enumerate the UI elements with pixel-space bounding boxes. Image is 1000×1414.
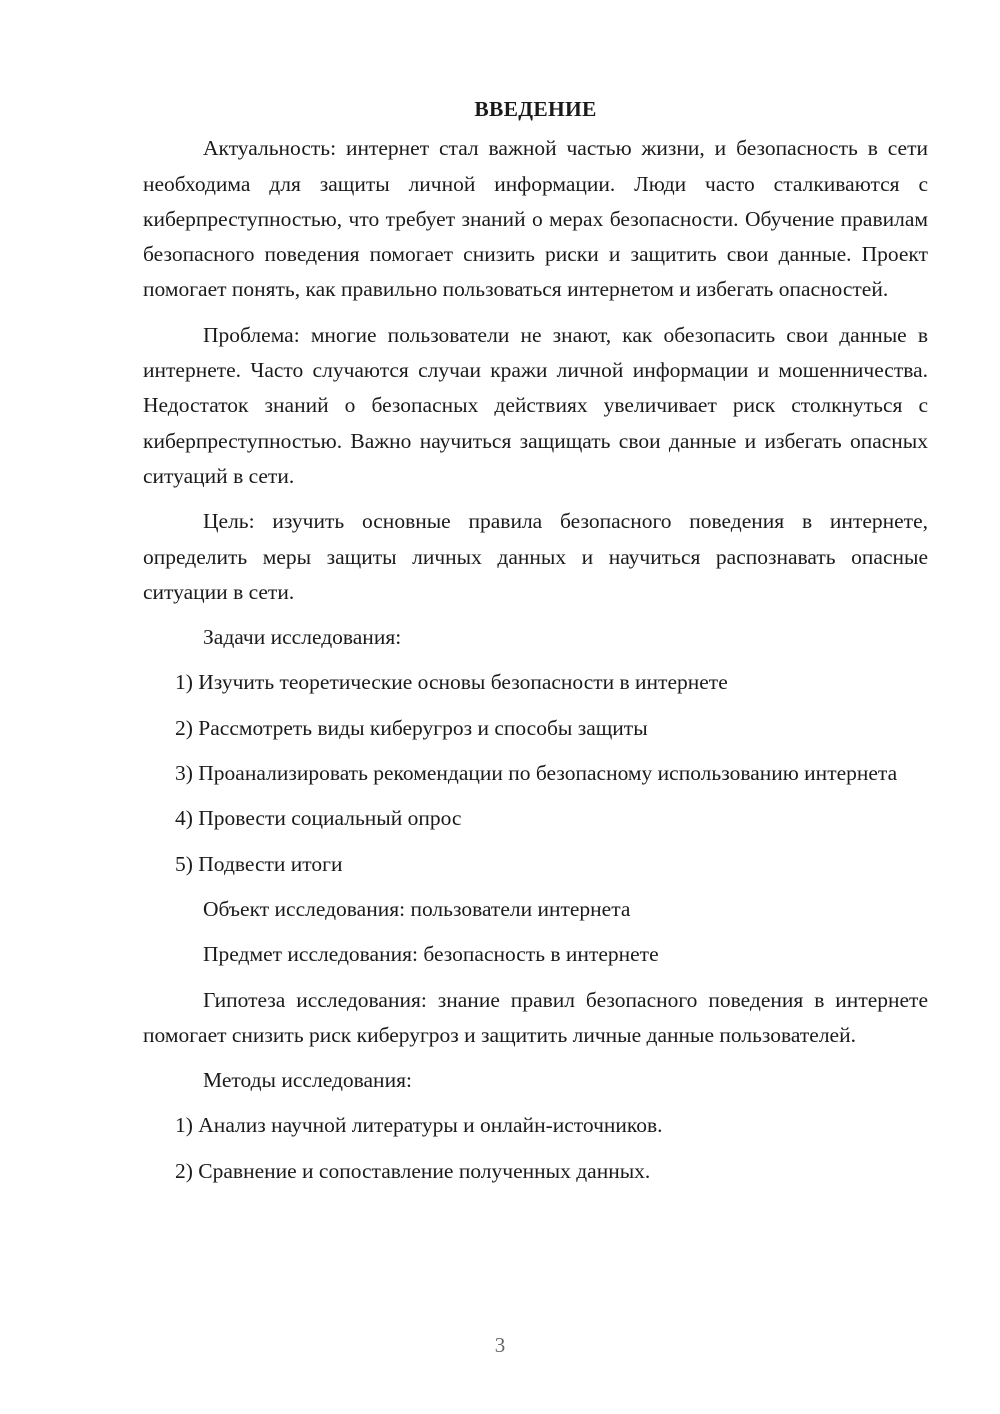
task-item-1: 1) Изучить теоретические основы безопасности в интернете [175, 670, 728, 695]
method-item-2: 2) Сравнение и сопоставление полученных данных. [175, 1158, 651, 1183]
document-page [143, 92, 928, 1199]
paragraph-relevance: Актуальность: интернет стал важной частью жизни, и безопасность в сети необходима для защиты личной информации. Люди часто сталкиваются с киберпреступностью, что требует знаний о мерах безопасности. Обучение правилам безопасного поведения помогает снизить риски и защитить свои данные. Проект помогает понять, как правильно пользоваться интернетом и избегать опасностей. [143, 136, 928, 302]
task-item-3: 3) Проанализировать рекомендации по безопасному использованию интернета [175, 761, 898, 786]
research-subject: Предмет исследования: безопасность в интернете [203, 942, 659, 967]
page-number: 3 [494, 1333, 506, 1357]
section-title: ВВЕДЕНИЕ [474, 97, 597, 121]
paragraph-goal: Цель: изучить основные правила безопасного поведения в интернете, определить меры защиты личных данных и научиться распознавать опасные ситуации в сети. [143, 509, 928, 604]
task-item-5: 5) Подвести итоги [175, 851, 343, 876]
research-hypothesis: Гипотеза исследования: знание правил безопасного поведения в интернете помогает снизить риск киберугроз и защитить личные данные пользователей. [143, 987, 928, 1047]
task-item-4: 4) Провести социальный опрос [175, 806, 462, 831]
research-object: Объект исследования: пользователи интернета [203, 896, 631, 921]
paragraph-problem: Проблема: многие пользователи не знают, как обезопасить свои данные в интернете. Часто случаются случаи кражи личной информации и мошенничества. Недостаток знаний о безопасных действиях увеличивает риск столкнуться с киберпреступностью. Важно научиться защищать свои данные и избегать опасных ситуаций в сети. [143, 322, 928, 488]
task-item-2: 2) Рассмотреть виды киберугроз и способы защиты [175, 715, 648, 740]
tasks-heading: Задачи исследования: [203, 625, 402, 650]
method-item-1: 1) Анализ научной литературы и онлайн-источников. [175, 1113, 663, 1138]
methods-heading: Методы исследования: [203, 1068, 412, 1093]
